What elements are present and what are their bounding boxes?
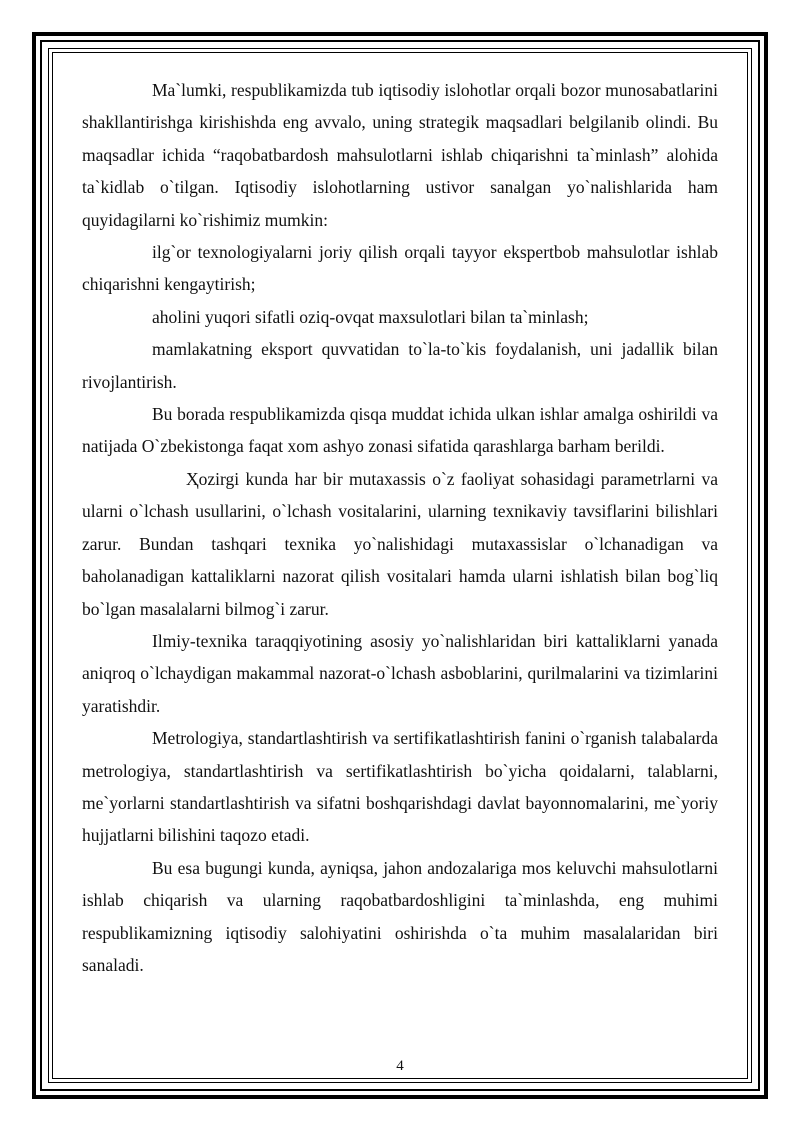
paragraph-list-item-export: mamlakatning eksport quvvatidan to`la-to`kis foydalanish, uni jadallik bilan rivojlantirish.: [82, 339, 718, 392]
paragraph-metrology: Metrologiya, standartlashtirish va sertifikatlashtirish fanini o`rganish talabalarda metrologiya, standartlashtirish va sertifikatlashtirish bo`yicha qoidalarni, talablarni, me`yorlarni standartlashtirish va sifatni boshqarishdagi davlat bayonnomalarini, me`yoriy hujjatlarni bilishini taqozo etadi.: [82, 728, 718, 846]
paragraph-scientific-progress: Ilmiy-texnika taraqqiyotining asosiy yo`nalishlaridan biri kattaliklarni yanada aniqroq o`lchaydigan makammal nazorat-o`lchash asboblarini, qurilmalarini va tizimlarini yaratishdir.: [82, 630, 718, 716]
paragraph-achievements: Bu borada respublikamizda qisqa muddat ichida ulkan ishlar amalga oshirildi va natijada O`zbekistonga faqat xom ashyo zonasi sifatida qarashlarga barham berildi.: [82, 404, 718, 457]
paragraph-list-item-technology: ilg`or texnologiyalarni joriy qilish orqali tayyor ekspertbob mahsulotlar ishlab chiqarishni kengaytirish;: [82, 242, 718, 295]
paragraph-intro: Ma`lumki, respublikamizda tub iqtisodiy islohotlar orqali bozor munosabatlarini shakllantirishga kirishishda eng avvalo, uning strategik maqsadlari belgilanib olindi. Bu maqsadlar ichida “raqobatbardosh mahsulotlarni ishlab chiqarishni ta`minlash” alohida ta`kidlab o`tilgan. Iqtisodiy islohotlarning ustivor sanalgan yo`nalishlarida ham quyidagilarni ko`rishimiz mumkin:: [82, 80, 718, 230]
paragraph-list-item-food: aholini yuqori sifatli oziq-ovqat maxsulotlari bilan ta`minlash;: [152, 306, 589, 327]
paragraph-specialists: Ҳozirgi kunda har bir mutaxassis o`z faoliyat sohasidagi parametrlarni va ularni o`lchash usullarini, o`lchash vositalarini, ularning texnikaviy tavsiflarini bilishlari zarur. Bundan tashqari texnika yo`nalishidagi mutaxassislar o`lchanadigan va baholanadigan kattaliklarni nazorat qilish vositalari hamda ularni ishlatish bilan bog`liq bo`lgan masalalarni bilmog`i zarur.: [82, 468, 718, 619]
document-body: [82, 74, 718, 981]
page-number: 4: [396, 1058, 404, 1074]
paragraph-conclusion: Bu esa bugungi kunda, ayniqsa, jahon andozalariga mos keluvchi mahsulotlarni ishlab chiqarish va ularning raqobatbardoshligini ta`minlashda, eng muhimi respublikamizning iqtisodiy salohiyatini oshirishda o`ta muhim masalalaridan biri sanaladi.: [82, 857, 718, 975]
